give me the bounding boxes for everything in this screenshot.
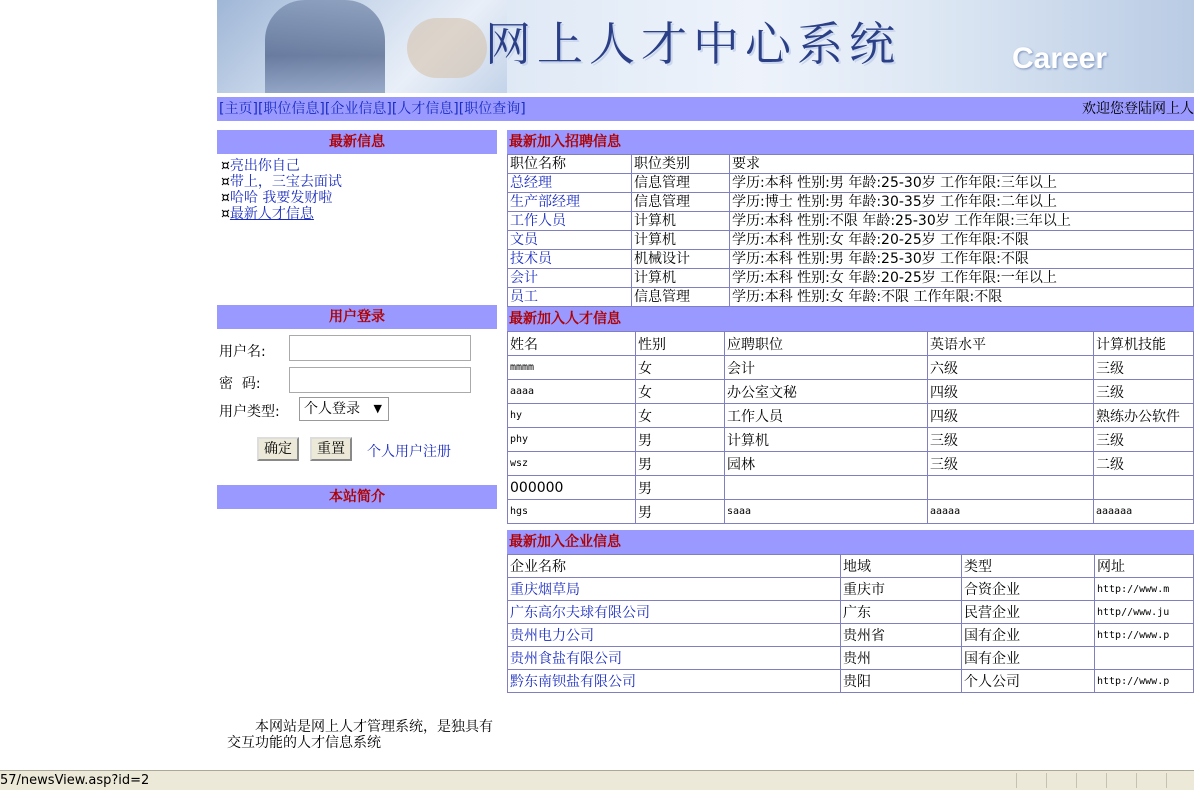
table-row	[508, 193, 1194, 212]
region-cell: 地域	[841, 555, 962, 578]
password-label: 密 码:	[219, 376, 261, 392]
position-cell	[725, 476, 928, 500]
nav-link-companies[interactable]: [企业信息]	[324, 101, 392, 117]
nav-link-home[interactable]: [主页]	[219, 101, 258, 117]
status-segment	[1046, 773, 1067, 788]
region-cell: 重庆市	[841, 578, 962, 601]
requirement-cell: 学历:本科 性别:女 年龄:20-25岁 工作年限:一年以上	[730, 269, 1194, 288]
table-row	[508, 356, 1194, 380]
job-category-cell: 计算机	[632, 269, 730, 288]
table-row	[508, 380, 1194, 404]
job-name-cell[interactable]: 总经理	[508, 174, 632, 193]
table-row	[508, 647, 1194, 670]
intro-header: 本站简介	[217, 485, 497, 509]
table-row	[508, 500, 1194, 524]
english-cell: 六级	[928, 356, 1094, 380]
requirement-cell: 学历:本科 性别:不限 年龄:25-30岁 工作年限:三年以上	[730, 212, 1194, 231]
gender-cell: 女	[636, 356, 725, 380]
status-segment	[1136, 773, 1157, 788]
job-category-cell: 职位类别	[632, 155, 730, 174]
gender-cell: 女	[636, 380, 725, 404]
reset-button[interactable]: 重置	[310, 437, 352, 461]
company-type-cell: 合资企业	[962, 578, 1095, 601]
company-type-cell: 类型	[962, 555, 1095, 578]
right-column	[507, 130, 1194, 693]
news-item	[221, 158, 493, 174]
name-cell: phy	[508, 428, 636, 452]
company-type-cell: 国有企业	[962, 647, 1095, 670]
company-name-cell[interactable]: 贵州食盐有限公司	[508, 647, 841, 670]
company-name-cell[interactable]: 黔东南钡盐有限公司	[508, 670, 841, 693]
website-cell: 网址	[1095, 555, 1194, 578]
requirement-cell: 学历:本科 性别:男 年龄:25-30岁 工作年限:三年以上	[730, 174, 1194, 193]
nav-link-talent[interactable]: [人才信息]	[391, 101, 459, 117]
english-cell	[928, 476, 1094, 500]
banner	[217, 0, 1194, 93]
news-item	[221, 190, 493, 206]
jobs-table	[507, 154, 1194, 307]
companies-table	[507, 554, 1194, 693]
table-row	[508, 601, 1194, 624]
position-cell: 计算机	[725, 428, 928, 452]
table-row	[508, 269, 1194, 288]
jobs-header: 最新加入招聘信息	[507, 130, 1194, 154]
career-logo-text: Career	[1012, 42, 1108, 75]
username-input[interactable]	[289, 335, 471, 361]
website-cell: http://www.p	[1095, 670, 1194, 693]
name-cell: 000000	[508, 476, 636, 500]
job-name-cell[interactable]: 技术员	[508, 250, 632, 269]
news-list	[217, 154, 497, 305]
table-row	[508, 624, 1194, 647]
news-item	[221, 174, 493, 190]
username-row	[217, 333, 497, 365]
region-cell: 贵阳	[841, 670, 962, 693]
company-name-cell[interactable]: 贵州电力公司	[508, 624, 841, 647]
gender-cell: 女	[636, 404, 725, 428]
nav-link-job-search[interactable]: [职位查询]	[458, 101, 526, 117]
computer-skill-cell	[1094, 476, 1194, 500]
usertype-label: 用户类型:	[219, 404, 280, 420]
website-cell: http//www.ju	[1095, 601, 1194, 624]
table-row	[508, 452, 1194, 476]
english-cell: 四级	[928, 380, 1094, 404]
name-cell: aaaa	[508, 380, 636, 404]
status-segment	[1106, 773, 1127, 788]
region-cell: 贵州省	[841, 624, 962, 647]
position-cell: 办公室文秘	[725, 380, 928, 404]
job-name-cell[interactable]: 员工	[508, 288, 632, 307]
position-cell: 工作人员	[725, 404, 928, 428]
name-cell: hy	[508, 404, 636, 428]
company-name-cell[interactable]: 重庆烟草局	[508, 578, 841, 601]
page	[217, 0, 1194, 751]
nav-link-jobs[interactable]: [职位信息]	[257, 101, 325, 117]
position-cell: 园林	[725, 452, 928, 476]
news-link[interactable]: 最新人才信息	[229, 206, 314, 222]
news-link[interactable]: 哈哈 我要发财啦	[229, 190, 333, 206]
table-header-row	[508, 332, 1194, 356]
region-cell: 贵州	[841, 647, 962, 670]
companies-header: 最新加入企业信息	[507, 530, 1194, 554]
english-cell: 三级	[928, 452, 1094, 476]
table-row	[508, 174, 1194, 193]
password-row	[217, 365, 497, 397]
computer-skill-cell: 三级	[1094, 380, 1194, 404]
name-cell: wsz	[508, 452, 636, 476]
company-type-cell: 个人公司	[962, 670, 1095, 693]
login-header: 用户登录	[217, 305, 497, 329]
requirement-cell: 学历:本科 性别:男 年龄:25-30岁 工作年限:不限	[730, 250, 1194, 269]
news-link[interactable]: 带上，三宝去面试	[229, 174, 342, 190]
computer-skill-cell: 二级	[1094, 452, 1194, 476]
gender-cell: 男	[636, 428, 725, 452]
english-cell: 英语水平	[928, 332, 1094, 356]
bullet-icon: ¤	[221, 158, 230, 174]
computer-skill-cell: aaaaaa	[1094, 500, 1194, 524]
job-category-cell: 机械设计	[632, 250, 730, 269]
table-row	[508, 428, 1194, 452]
table-header-row	[508, 555, 1194, 578]
table-row	[508, 212, 1194, 231]
job-name-cell[interactable]: 会计	[508, 269, 632, 288]
requirement-cell: 学历:博士 性别:男 年龄:30-35岁 工作年限:二年以上	[730, 193, 1194, 212]
confirm-button[interactable]: 确定	[257, 437, 299, 461]
welcome-text: 欢迎您登陆网上人	[1082, 101, 1194, 117]
news-link[interactable]: 亮出你自己	[229, 158, 300, 174]
news-item	[221, 206, 493, 222]
register-link[interactable]: 个人用户注册	[367, 444, 451, 460]
intro-section	[217, 509, 497, 751]
name-cell: hgs	[508, 500, 636, 524]
website-cell	[1095, 647, 1194, 670]
banner-handshake-image	[407, 18, 487, 78]
gender-cell: 男	[636, 476, 725, 500]
table-row	[508, 231, 1194, 250]
gender-cell: 男	[636, 500, 725, 524]
login-buttons	[217, 437, 497, 485]
usertype-row	[217, 397, 497, 437]
job-name-cell[interactable]: 工作人员	[508, 212, 632, 231]
login-form	[217, 329, 497, 485]
requirement-cell: 学历:本科 性别:女 年龄:20-25岁 工作年限:不限	[730, 231, 1194, 250]
company-name-cell[interactable]: 广东高尔夫球有限公司	[508, 601, 841, 624]
status-segment	[1016, 773, 1037, 788]
company-type-cell: 国有企业	[962, 624, 1095, 647]
position-cell: saaa	[725, 500, 928, 524]
job-name-cell[interactable]: 文员	[508, 231, 632, 250]
job-name-cell: 职位名称	[508, 155, 632, 174]
table-row	[508, 578, 1194, 601]
password-input[interactable]	[289, 367, 471, 393]
status-bar	[0, 770, 1194, 790]
table-header-row	[508, 155, 1194, 174]
bullet-icon: ¤	[221, 206, 230, 222]
region-cell: 广东	[841, 601, 962, 624]
job-category-cell: 信息管理	[632, 174, 730, 193]
table-row	[508, 288, 1194, 307]
company-name-cell: 企业名称	[508, 555, 841, 578]
gender-cell: 男	[636, 452, 725, 476]
table-row	[508, 404, 1194, 428]
talent-header: 最新加入人才信息	[507, 307, 1194, 331]
bullet-icon: ¤	[221, 174, 230, 190]
website-cell: http://www.p	[1095, 624, 1194, 647]
english-cell: 三级	[928, 428, 1094, 452]
english-cell: 四级	[928, 404, 1094, 428]
job-category-cell: 计算机	[632, 231, 730, 250]
computer-skill-cell: 熟练办公软件	[1094, 404, 1194, 428]
news-header: 最新信息	[217, 130, 497, 154]
table-row	[508, 476, 1194, 500]
nav-bar	[217, 97, 1194, 121]
banner-person-image	[265, 0, 385, 93]
job-category-cell: 信息管理	[632, 288, 730, 307]
company-type-cell: 民营企业	[962, 601, 1095, 624]
table-row	[508, 670, 1194, 693]
name-cell: 姓名	[508, 332, 636, 356]
position-cell: 应聘职位	[725, 332, 928, 356]
position-cell: 会计	[725, 356, 928, 380]
computer-skill-cell: 计算机技能	[1094, 332, 1194, 356]
website-cell: http://www.m	[1095, 578, 1194, 601]
usertype-select[interactable]	[299, 397, 389, 421]
left-column	[217, 130, 497, 751]
gender-cell: 性别	[636, 332, 725, 356]
chevron-down-icon: ▼	[373, 402, 382, 415]
english-cell: aaaaa	[928, 500, 1094, 524]
requirement-cell: 学历:本科 性别:女 年龄:不限 工作年限:不限	[730, 288, 1194, 307]
status-segment	[1166, 773, 1187, 788]
bullet-icon: ¤	[221, 190, 230, 206]
intro-text: 本网站是网上人才管理系统，是独具有交互功能的人才信息系统	[227, 719, 493, 751]
name-cell: mmmm	[508, 356, 636, 380]
computer-skill-cell: 三级	[1094, 356, 1194, 380]
talent-table	[507, 331, 1194, 524]
usertype-value: 个人登录	[304, 401, 360, 417]
status-segment	[1076, 773, 1097, 788]
job-category-cell: 信息管理	[632, 193, 730, 212]
job-name-cell[interactable]: 生产部经理	[508, 193, 632, 212]
requirement-cell: 要求	[730, 155, 1194, 174]
computer-skill-cell: 三级	[1094, 428, 1194, 452]
site-title: 网上人才中心系统	[485, 17, 901, 71]
table-row	[508, 250, 1194, 269]
username-label: 用户名:	[219, 344, 266, 360]
job-category-cell: 计算机	[632, 212, 730, 231]
status-url: 57/newsView.asp?id=2	[0, 773, 150, 788]
nav-links	[219, 97, 526, 121]
